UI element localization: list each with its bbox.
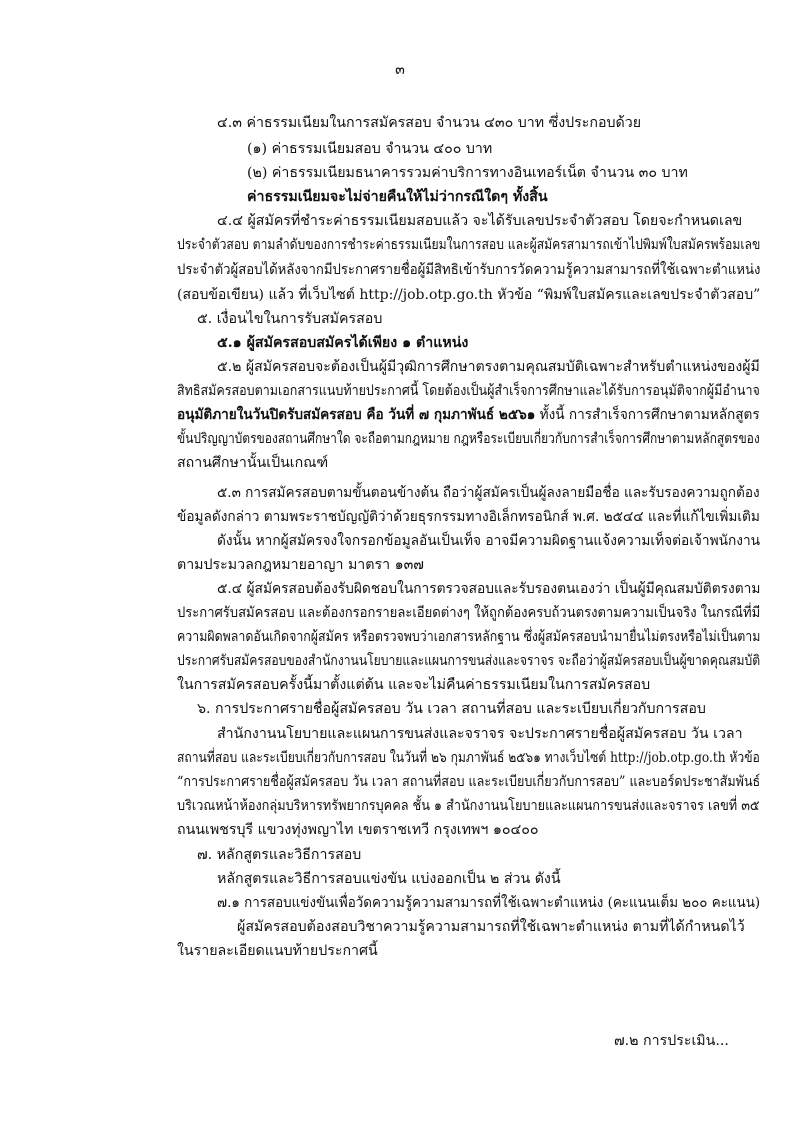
section-6-line-3: “การประกาศรายชื่อผู้สมัครสอบ วัน เวลา สถานที่สอบ และระเบียบเกี่ยวกับการสอบ” และบอร์ดประชาสัมพันธ์ [177,774,761,790]
section-4-3-item-1: (๑) ค่าธรรมเนียมสอบ จำนวน ๔๐๐ บาท [247,141,493,157]
section-4-3-title: ๔.๓ ค่าธรรมเนียมในการสมัครสอบ จำนวน ๔๓๐ บาท ซึ่งประกอบด้วย [217,115,642,131]
section-4-4-line-1: ๔.๔ ผู้สมัครที่ชำระค่าธรรมเนียมสอบแล้ว จะได้รับเลขประจำตัวสอบ โดยจะกำหนดเลข [217,213,743,229]
section-7-line-1: หลักสูตรและวิธีการสอบแข่งขัน แบ่งออกเป็น ๒ ส่วน ดังนี้ [217,871,561,887]
section-4-3-note: ค่าธรรมเนียมจะไม่จ่ายคืนให้ไม่ว่ากรณีใดๆ ทั้งสิ้น [247,189,548,205]
section-5-3-line-4: ตามประมวลกฎหมายอาญา มาตรา ๑๓๗ [177,557,424,573]
section-4-4-line-2: ประจำตัวสอบ ตามลำดับของการชำระค่าธรรมเนียมในการสอบ และผู้สมัครสามารถเข้าไปพิมพ์ใบสมัครพร้อมเลข [177,237,761,253]
section-5-4-line-4: ประกาศรับสมัครสอบของสำนักงานนโยบายและแผนการขนส่งและจราจร จะถือว่าผู้สมัครสอบเป็นผู้ขาดคุณสมบัติ [177,653,761,669]
section-5-1: ๕.๑ ผู้สมัครสอบสมัครได้เพียง ๑ ตำแหน่ง [217,335,469,351]
section-5-4-line-1: ๕.๔ ผู้สมัครสอบต้องรับผิดชอบในการตรวจสอบและรับรองตนเองว่า เป็นผู้มีคุณสมบัติตรงตาม [217,581,761,597]
section-5-4-line-5: ในการสมัครสอบครั้งนี้มาตั้งแต่ต้น และจะไม่คืนค่าธรรมเนียมในการสมัครสอบ [177,677,651,693]
page-number: ๓ [395,62,405,78]
section-5-3-line-3: ดังนั้น หากผู้สมัครจงใจกรอกข้อมูลอันเป็นเท็จ อาจมีความผิดฐานแจ้งความเท็จต่อเจ้าพนักงาน [217,533,760,549]
section-7-title: ๗. หลักสูตรและวิธีการสอบ [197,847,362,863]
section-5-2-line-3-rest: ทั้งนี้ การสำเร็จการศึกษาตามหลักสูตร [535,407,760,423]
section-6-line-5: ถนนเพชรบุรี แขวงทุ่งพญาไท เขตราชเทวี กรุงเทพฯ ๑๐๔๐๐ [177,822,539,838]
section-4-3-item-2: (๒) ค่าธรรมเนียมธนาคารรวมค่าบริการทางอินเทอร์เน็ต จำนวน ๓๐ บาท [247,165,688,181]
section-5-2-line-2: สิทธิสมัครสอบตามเอกสารแนบท้ายประกาศนี้ โดยต้องเป็นผู้สำเร็จการศึกษาและได้รับการอนุมัติจากผู้มีอำนาจ [177,383,760,399]
section-5-2-line-4: ขั้นปริญญาบัตรของสถานศึกษาใด จะถือตามกฎหมาย กฎหรือระเบียบเกี่ยวกับการสำเร็จการศึกษาตามหลักสูตรของ [177,431,760,447]
section-5-2-line-1: ๕.๒ ผู้สมัครสอบจะต้องเป็นผู้มีวุฒิการศึกษาตรงตามคุณสมบัติเฉพาะสำหรับตำแหน่งของผู้มี [217,359,760,375]
section-4-4-line-3: ประจำตัวผู้สอบได้หลังจากมีประกาศรายชื่อผู้มีสิทธิเข้ารับการวัดความรู้ความสามารถที่ใช้เฉพาะตำแหน่ง [177,262,761,278]
section-5-2-line-5: สถานศึกษานั้นเป็นเกณฑ์ [177,455,329,471]
section-5-2-line-3 [177,406,760,424]
section-5-2-deadline: อนุมัติภายในวันปิดรับสมัครสอบ คือ วันที่ ๗ กุมภาพันธ์ ๒๕๖๑ [177,407,536,423]
section-7-1: ๗.๑ การสอบแข่งขันเพื่อวัดความรู้ความสามารถที่ใช้เฉพาะตำแหน่ง (คะแนนเต็ม ๒๐๐ คะแนน) [217,895,761,911]
section-5-4-line-3: ความผิดพลาดอันเกิดจากผู้สมัคร หรือตรวจพบว่าเอกสารหลักฐาน ซึ่งผู้สมัครสอบนำมายื่นไม่ตรงหรือไม่เป็นตาม [177,629,761,645]
section-6-title: ๖. การประกาศรายชื่อผู้สมัครสอบ วัน เวลา สถานที่สอบ และระเบียบเกี่ยวกับการสอบ [197,701,706,717]
section-6-line-1: สำนักงานนโยบายและแผนการขนส่งและจราจร จะประกาศรายชื่อผู้สมัครสอบ วัน เวลา [217,726,743,742]
section-7-line-2: ผู้สมัครสอบต้องสอบวิชาความรู้ความสามารถที่ใช้เฉพาะตำแหน่ง ตามที่ได้กำหนดไว้ [237,919,745,935]
section-5-title: ๕. เงื่อนไขในการรับสมัครสอบ [197,311,383,327]
continuation-note: ๗.๒ การประเมิน... [614,1033,729,1049]
section-5-3-line-1: ๕.๓ การสมัครสอบตามขั้นตอนข้างต้น ถือว่าผู้สมัครเป็นผู้ลงลายมือชื่อ และรับรองความถูกต้อง [217,485,760,501]
section-5-3-line-2: ข้อมูลดังกล่าว ตามพระราชบัญญัติว่าด้วยธุรกรรมทางอิเล็กทรอนิกส์ พ.ศ. ๒๕๔๔ และที่แก้ไขเพิ่มเติม [177,509,760,525]
section-6-line-4: บริเวณหน้าห้องกลุ่มบริหารทรัพยากรบุคคล ชั้น ๑ สำนักงานนโยบายและแผนการขนส่งและจราจร เลขที่ ๓๕ [177,798,760,814]
section-5-4-line-2: ประกาศรับสมัครสอบ และต้องกรอกรายละเอียดต่างๆ ให้ถูกต้องครบถ้วนตรงตามความเป็นจริง ในกรณีที่มี [177,605,761,621]
section-4-4-line-4: (สอบข้อเขียน) แล้ว ที่เว็บไซต์ http://job.otp.go.th หัวข้อ “พิมพ์ใบสมัครและเลขประจำตัวสอบ” [177,287,761,303]
section-7-line-3: ในรายละเอียดแนบท้ายประกาศนี้ [177,943,378,959]
section-6-line-2: สถานที่สอบ และระเบียบเกี่ยวกับการสอบ ในวันที่ ๒๖ กุมภาพันธ์ ๒๕๖๑ ทางเว็บไซต์ http://job.otp.go.th หัวข้อ [177,750,760,766]
